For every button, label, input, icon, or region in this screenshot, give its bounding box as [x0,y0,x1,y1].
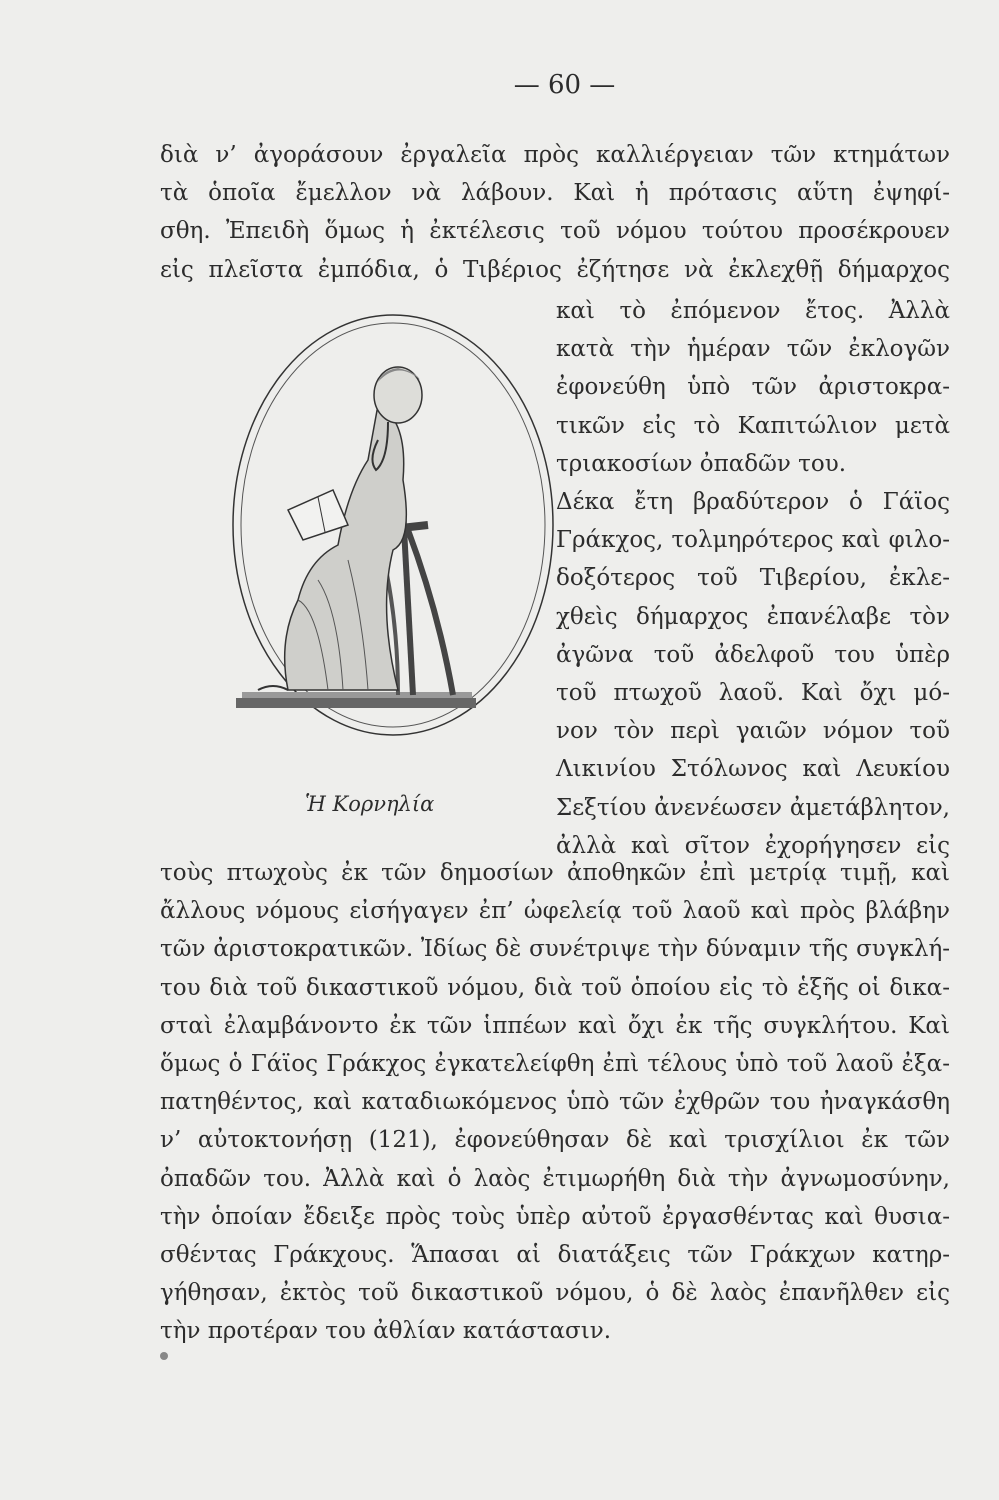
text-line: τὴν προτέραν του ἀθλίαν κατάστασιν. [160,1318,612,1345]
text-line: τὴν ὁποίαν ἔδειξε πρὸς τοὺς ὑπὲρ αὐτοῦ ἐργασθέντας καὶ θυσια- [160,1203,950,1230]
text-line: τῶν ἀριστοκρατικῶν. Ἰδίως δὲ συνέτριψε τὴν δύναμιν τῆς συγκλή- [160,936,950,963]
text-line: τριακοσίων ὀπαδῶν του. [556,450,847,477]
figure-caption: Ἡ Κορνηλία [305,792,435,816]
text-line: πατηθέντος, καὶ καταδιωκόμενος ὑπὸ τῶν ἐχθρῶν του ἠναγκάσθη [160,1089,950,1116]
text-line: νον τὸν περὶ γαιῶν νόμον τοῦ [556,718,950,745]
ink-dot [160,1352,168,1360]
text-line: σθη. Ἐπειδὴ ὅμως ἡ ἐκτέλεσις τοῦ νόμου τούτου προσέκρουεν [160,218,950,245]
text-line: ἀγῶνα τοῦ ἀδελφοῦ του ὑπὲρ [556,641,950,668]
text-line: ἄλλους νόμους εἰσήγαγεν ἐπ’ ὠφελείᾳ τοῦ λαοῦ καὶ πρὸς βλάβην [160,898,950,925]
text-line: τοὺς πτωχοὺς ἐκ τῶν δημοσίων ἀποθηκῶν ἐπὶ μετρίᾳ τιμῇ, καὶ [160,860,950,886]
text-line: εἰς πλεῖστα ἐμπόδια, ὁ Τιβέριος ἐζήτησε νὰ ἐκλεχθῇ δήμαρχος [160,256,950,283]
text-line: ὀπαδῶν του. Ἀλλὰ καὶ ὁ λαὸς ἐτιμωρήθη διὰ τὴν ἀγνωμοσύνην, [160,1165,950,1192]
text-line: γήθησαν, ἐκτὸς τοῦ δικαστικοῦ νόμου, ὁ δὲ λαὸς ἐπανῆλθεν εἰς [160,1280,950,1307]
text-line: δοξότερος τοῦ Τιβερίου, ἐκλε- [556,565,950,592]
text-line: τοῦ πτωχοῦ λαοῦ. Καὶ ὄχι μό- [556,680,950,706]
text-line: ν’ αὐτοκτονήσῃ (121), ἐφονεύθησαν δὲ καὶ τρισχίλιοι ἐκ τῶν [160,1127,950,1154]
seated-woman-reading-icon [228,310,558,740]
text-line: χθεὶς δήμαρχος ἐπανέλαβε τὸν [556,603,950,630]
page-number: — 60 — [513,70,616,100]
text-line: ἐφονεύθη ὑπὸ τῶν ἀριστοκρα- [556,374,950,401]
text-line: τικῶν εἰς τὸ Καπιτώλιον μετὰ [556,412,950,439]
text-line: κατὰ τὴν ἡμέραν τῶν ἐκλογῶν [556,336,950,363]
cornelia-cameo-illustration [228,310,558,740]
text-line: του διὰ τοῦ δικαστικοῦ νόμου, διὰ τοῦ ὁποίου εἰς τὸ ἑξῆς οἱ δικα- [160,974,950,1001]
text-line: σταὶ ἐλαμβάνοντο ἐκ τῶν ἱππέων καὶ ὄχι ἐκ τῆς συγκλήτου. Καὶ [160,1012,950,1039]
text-line: Δέκα ἔτη βραδύτερον ὁ Γάϊος [556,489,950,515]
text-line: Γράκχος, τολμηρότερος καὶ φιλο- [556,527,950,554]
text-line: Λικινίου Στόλωνος καὶ Λευκίου [556,756,950,783]
text-line: καὶ τὸ ἐπόμενον ἔτος. Ἀλλὰ [556,298,950,324]
text-line: Σεξτίου ἀνενέωσεν ἀμετάβλητον, [556,794,950,821]
text-line: τὰ ὁποῖα ἔμελλον νὰ λάβουν. Καὶ ἡ πρότασις αὕτη ἐψηφί- [160,180,950,207]
text-line: σθέντας Γράκχους. Ἅπασαι αἱ διατάξεις τῶν Γράκχων κατηρ- [160,1242,950,1268]
text-line: ὅμως ὁ Γάϊος Γράκχος ἐγκατελείφθη ἐπὶ τέλους ὑπὸ τοῦ λαοῦ ἐξα- [160,1051,950,1077]
text-line: ἀλλὰ καὶ σῖτον ἐχορήγησεν εἰς [556,832,950,859]
text-line: διὰ ν’ ἀγοράσουν ἐργαλεῖα πρὸς καλλιέργειαν τῶν κτημάτων [160,142,950,168]
